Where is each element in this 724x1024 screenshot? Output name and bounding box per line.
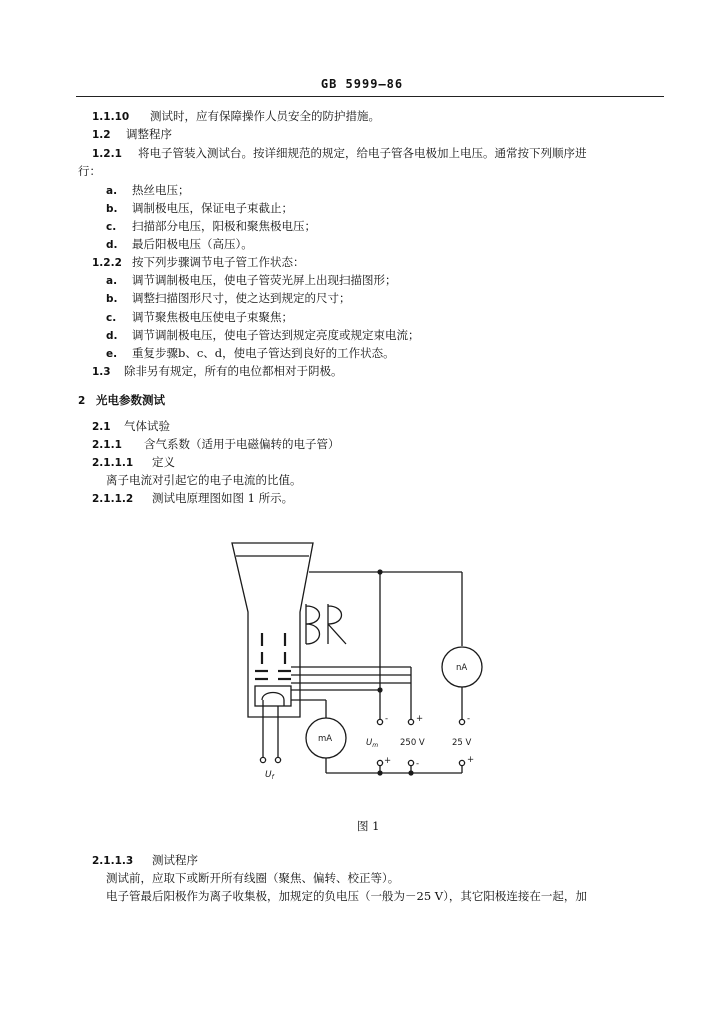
section-number: 1.2.2 xyxy=(92,257,122,269)
heater-filament xyxy=(262,693,284,707)
line-text: 电子管最后阳极作为离子收集极，加规定的负电压（一般为－25 V），其它阳极连接在一起，加 xyxy=(106,889,587,903)
label-uf: $U_f$ xyxy=(265,770,274,781)
item-letter: d. xyxy=(106,330,118,342)
line-text: 调节调制极电压，使电子管达到规定亮度或规定束电流； xyxy=(132,328,420,342)
item-letter: a. xyxy=(106,275,118,287)
standard-code-header: GB 5999—86 xyxy=(320,77,404,91)
section-number: 1.2.1 xyxy=(92,148,122,160)
line-text: 测试时，应有保障操作人员安全的防护措施。 xyxy=(150,109,380,123)
line-text: 光电参数测试 xyxy=(96,393,165,407)
label-250v: 250 V xyxy=(400,738,425,748)
line-text: 含气系数（适用于电磁偏转的电子管） xyxy=(144,437,340,451)
section-number: 2.1 xyxy=(92,421,111,433)
line-text: 气体试验 xyxy=(124,419,170,433)
section-number: 2.1.1 xyxy=(92,439,122,451)
deflection-coil-symbol xyxy=(306,604,346,644)
section-number: 2.1.1.3 xyxy=(92,855,134,867)
sign-plus: + xyxy=(384,756,392,766)
terminal xyxy=(408,760,413,765)
line-text: 将电子管装入测试台。按详细规范的规定，给电子管各电极加上电压。通常按下列顺序进 xyxy=(138,146,587,160)
terminal xyxy=(408,719,413,724)
sign-plus: + xyxy=(467,755,475,765)
line-text: 定义 xyxy=(152,455,175,469)
label-25v: 25 V xyxy=(452,738,472,748)
item-letter: d. xyxy=(106,239,118,251)
section-number: 2 xyxy=(78,395,86,407)
line-procedure-2 xyxy=(106,888,587,904)
line-procedure-1 xyxy=(106,870,399,886)
meter-left-label: mA xyxy=(318,734,333,744)
tube-envelope xyxy=(232,543,313,717)
sign-plus: + xyxy=(416,714,424,724)
sign-minus: - xyxy=(416,759,420,769)
item-letter: a. xyxy=(106,185,118,197)
item-letter: c. xyxy=(106,312,117,324)
line-text: 最后阳极电压（高压）。 xyxy=(132,237,253,251)
line-2-1-1-3 xyxy=(92,852,198,868)
junction-dot xyxy=(408,770,413,775)
line-text: 按下列步骤调节电子管工作状态： xyxy=(132,255,305,269)
section-number: 1.3 xyxy=(92,366,111,378)
terminal xyxy=(459,760,464,765)
item-letter: b. xyxy=(106,203,118,215)
junction-dot xyxy=(377,569,382,574)
terminal xyxy=(260,757,265,762)
line-text: 调节聚焦极电压使电子束聚焦； xyxy=(132,310,293,324)
terminal xyxy=(459,719,464,724)
line-text: 行： xyxy=(78,164,101,178)
line-text: 调节调制极电压，使电子管荧光屏上出现扫描图形； xyxy=(132,273,397,287)
terminal xyxy=(275,757,280,762)
line-text: 调整程序 xyxy=(126,127,172,141)
sign-minus: - xyxy=(467,714,471,724)
section-number: 2.1.1.2 xyxy=(92,493,134,505)
line-text: 调制极电压，保证电子束截止； xyxy=(132,201,293,215)
line-text: 离子电流对引起它的电子电流的比值。 xyxy=(106,473,302,487)
line-text: 重复步骤b、c、d，使电子管达到良好的工作状态。 xyxy=(132,346,395,360)
meter-right-label: nA xyxy=(456,663,468,673)
item-letter: c. xyxy=(106,221,117,233)
line-text: 测试程序 xyxy=(152,853,198,867)
cathode-box xyxy=(255,686,291,706)
section-number: 1.1.10 xyxy=(92,111,130,123)
item-letter: e. xyxy=(106,348,118,360)
junction-dot xyxy=(377,687,382,692)
line-text: 调整扫描图形尺寸，使之达到规定的尺寸； xyxy=(132,291,351,305)
line-text: 扫描部分电压，阳极和聚焦极电压； xyxy=(132,219,316,233)
line-text: 测试前，应取下或断开所有线圈（聚焦、偏转、校正等）。 xyxy=(106,871,400,885)
line-text: 测试电原理图如图 1 所示。 xyxy=(152,491,294,505)
junction-dot xyxy=(377,770,382,775)
terminal xyxy=(377,719,382,724)
figure-caption: 图 1 xyxy=(357,819,380,833)
line-text: 热丝电压； xyxy=(132,183,190,197)
terminal xyxy=(377,760,382,765)
section-number: 2.1.1.1 xyxy=(92,457,134,469)
label-um: $U_m$ xyxy=(366,738,379,749)
item-letter: b. xyxy=(106,293,118,305)
line-text: 除非另有规定，所有的电位都相对于阴极。 xyxy=(124,364,343,378)
section-number: 1.2 xyxy=(92,129,111,141)
sign-minus: - xyxy=(385,714,389,724)
